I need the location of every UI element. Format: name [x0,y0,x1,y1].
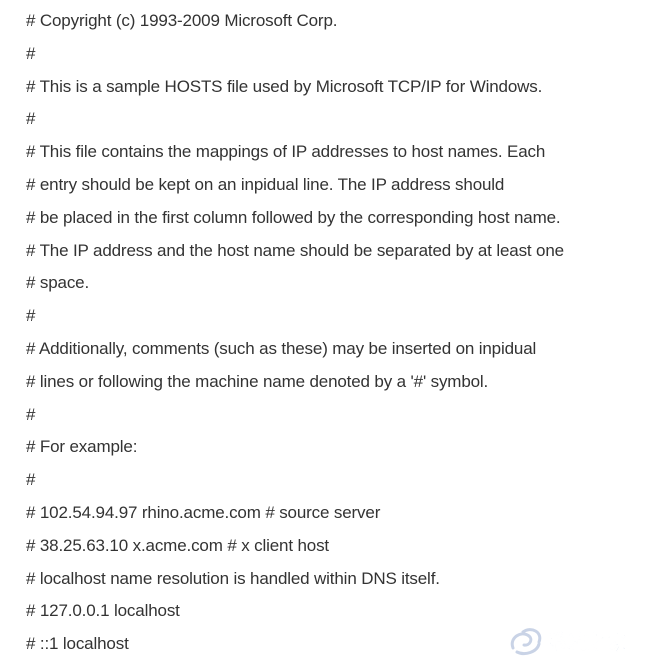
hosts-line-description: # localhost name resolution is handled within DNS itself. [26,568,440,588]
hosts-line-example-entry: # 127.0.0.1 localhost [26,601,180,621]
hosts-line-example-entry: # ::1 localhost [26,634,129,654]
hosts-line-comment: # [26,109,36,129]
watermark-text: 系统之家 [547,630,627,654]
hosts-line-description: # This file contains the mappings of IP addresses to host names. Each [26,142,546,162]
hosts-line-description: # The IP address and the host name should be separated by at least one [26,240,564,260]
hosts-line-comment: # [26,306,36,326]
hosts-line-example-heading: # For example: [26,437,138,457]
hosts-line-example-entry: # 102.54.94.97 rhino.acme.com # source server [26,502,381,522]
hosts-line-comment: # [26,404,36,424]
hosts-line-example-entry: # 38.25.63.10 x.acme.com # x client host [26,535,330,555]
hosts-line-description: # be placed in the first column followed by the corresponding host name. [26,207,561,227]
swirl-logo-icon [512,630,540,654]
watermark-graphic [503,624,653,658]
hosts-line-description: # This is a sample HOSTS file used by Microsoft TCP/IP for Windows. [26,76,543,96]
watermark [503,624,653,658]
hosts-line-comment: # [26,43,36,63]
hosts-line-comment: # [26,470,36,490]
hosts-line-description: # lines or following the machine name denoted by a '#' symbol. [26,371,489,391]
hosts-line-description: # Additionally, comments (such as these) may be inserted on inpidual [26,338,537,358]
hosts-line-description: # space. [26,273,90,293]
hosts-file-content [26,5,655,661]
hosts-line-copyright: # Copyright (c) 1993-2009 Microsoft Corp. [26,11,338,30]
hosts-line-description: # entry should be kept on an inpidual line. The IP address should [26,174,505,194]
